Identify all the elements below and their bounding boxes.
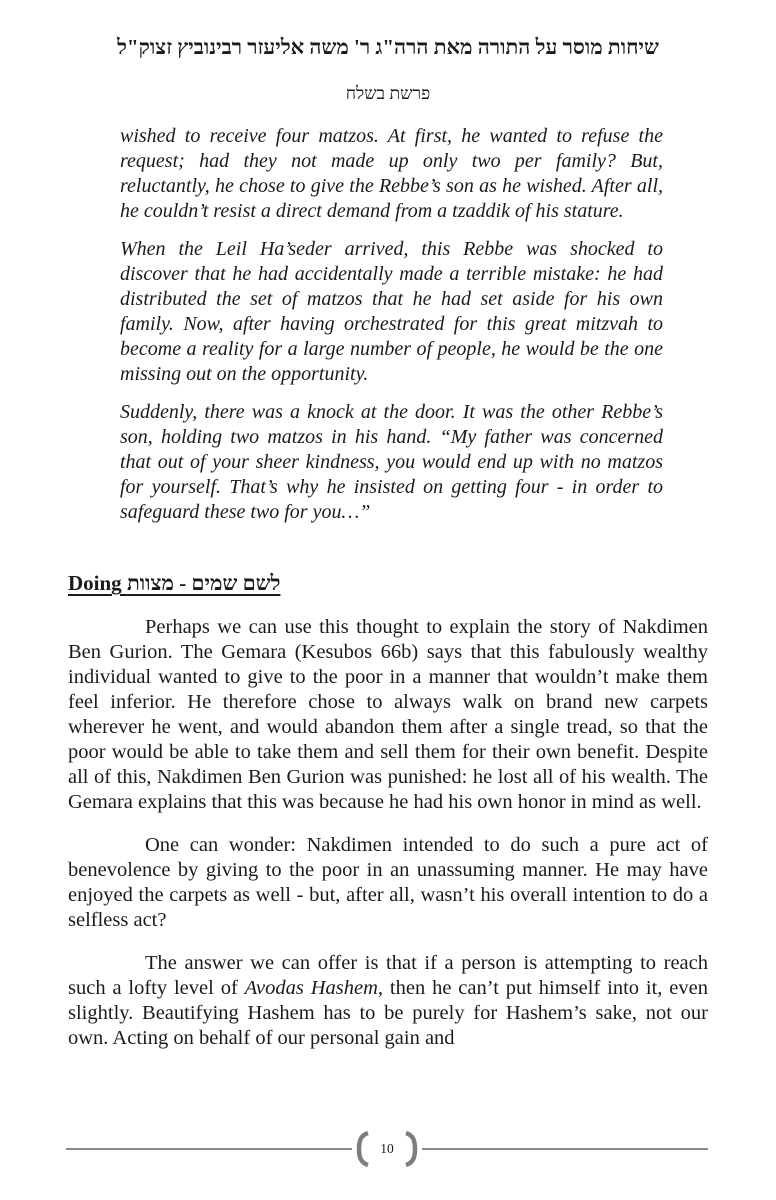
quote-paragraph: Suddenly, there was a knock at the door. It was the other Rebbe’s son, holding two matzos in his hand. “My father was concerned that out of your sheer kindness, you would end up with no matzos for yourself. That’s why he insisted on getting four - in order to safeguard these two for you…” <box>120 401 663 523</box>
footer-bracket-left-icon <box>354 1129 370 1169</box>
page-footer <box>66 1129 708 1169</box>
body-paragraph <box>68 951 708 1051</box>
page-number: 10 <box>380 1141 394 1156</box>
footer-bracket-right-icon <box>404 1129 420 1169</box>
body-content <box>68 615 708 1051</box>
story-quote-block <box>120 124 663 525</box>
footer-rule-right <box>422 1148 708 1150</box>
quote-paragraph: wished to receive four matzos. At first, he wanted to refuse the request; had they not made up only two per family? But, reluctantly, he chose to give the Rebbe’s son as he wished. After all, he couldn’t resist a direct demand from a tzaddik of his stature. <box>120 125 663 222</box>
quote-paragraph: When the Leil Ha’seder arrived, this Rebbe was shocked to discover that he had accidentally made a terrible mistake: he had distributed the set of matzos that he had set aside for his own family. Now, after having orchestrated for this great mitzvah to become a reality for a large number of people, he would be the one missing out on the opportunity. <box>120 238 663 385</box>
section-heading <box>68 570 708 597</box>
page-title: שיחות מוסר על התורה מאת הרה"ג ר' משה אליעזר רבינוביץ זצוק"ל <box>117 35 659 59</box>
parsha-subtitle: פרשת בשלח <box>345 83 431 103</box>
body-paragraph-italic-term: Avodas Hashem, <box>244 977 384 999</box>
footer-rule-left <box>66 1148 352 1150</box>
section-heading-text: Doing לשם שמים - מצוות <box>68 571 281 595</box>
body-paragraph: Perhaps we can use this thought to explain the story of Nakdimen Ben Gurion. The Gemara (Kesubos 66b) says that this fabulously wealthy individual wanted to give to the poor in a manner that wouldn’t make them feel inferior. He therefore chose to always walk on brand new carpets wherever he went, and would abandon them after a single tread, so that the poor would be able to take them and sell them for their own benefit. Despite all of this, Nakdimen Ben Gurion was punished: he lost all of his wealth. The Gemara explains that this was because he had his own honor in mind as well. <box>68 616 708 813</box>
body-paragraph-segment: then he can’t put himself into it, even slightly. Beautifying Hashem has to be purely for Hashem’s sake, not our own. Acting on behalf of our personal gain and <box>68 977 709 1049</box>
body-paragraph-segment: The answer we can offer is that if a person is attempting to reach such a lofty level of <box>68 952 708 999</box>
body-paragraph: One can wonder: Nakdimen intended to do such a pure act of benevolence by giving to the poor in an unassuming manner. He may have enjoyed the carpets as well - but, after all, wasn’t his overall intention to do a selfless act? <box>68 834 708 931</box>
